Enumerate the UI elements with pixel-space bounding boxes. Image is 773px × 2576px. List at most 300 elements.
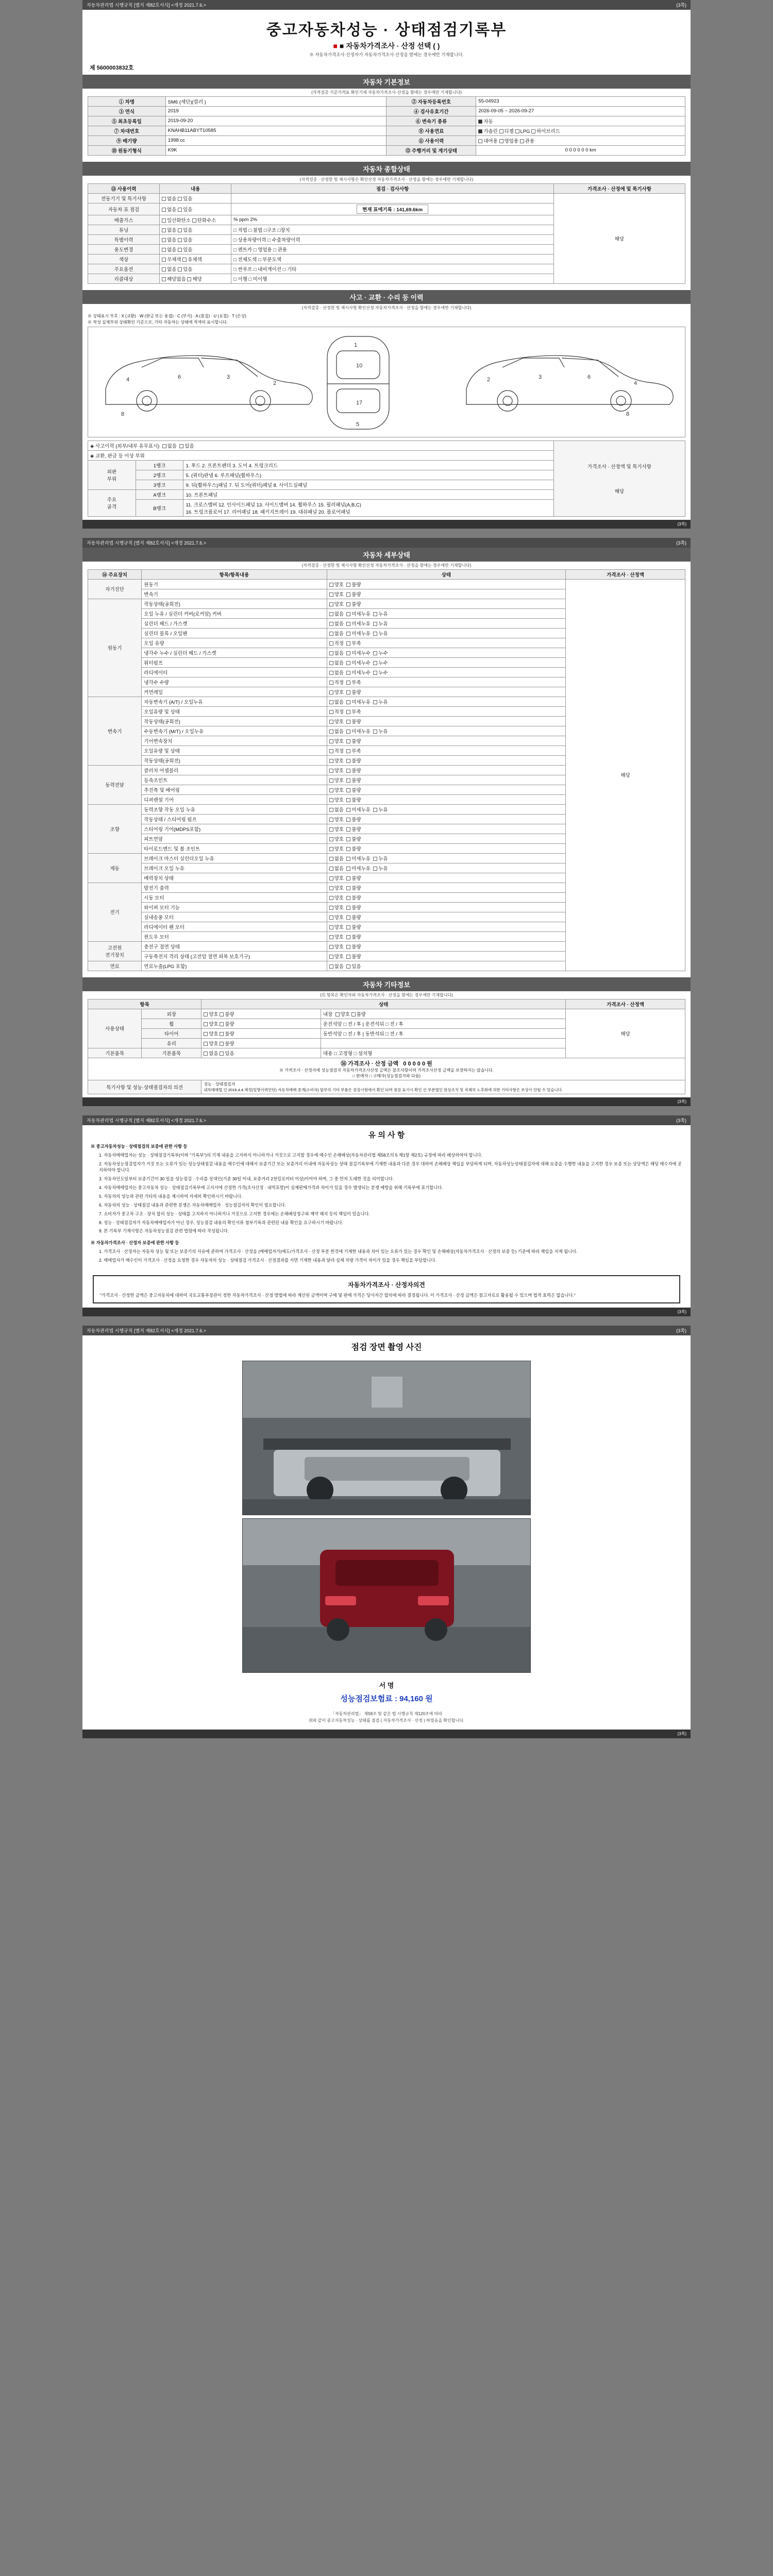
row-detail-basic: 대용 □ 고정형 □ 설치형	[321, 1048, 565, 1058]
notice-item-2: 1. 가격조사 · 산정자는 자동차 성능 및 또는 보증기의 사유에 준하여 가격조사 · 산정을 (매매업자가)매도/가격조사 · 산정 부분 한것에 기재한 내용과 차이 있는 오류가 있는 경우 확인 및 손해배상(자동차가격조사 · 산정의 보증 등) 기준에 따라 책임을 지게 됩니다.	[99, 1249, 578, 1255]
checkbox-불량[interactable]	[346, 778, 350, 783]
rank-parts: 1. 후드 2. 프론트펜더 3. 도어 4. 트렁크리드	[183, 460, 554, 470]
checkbox-불량[interactable]	[346, 788, 350, 792]
checkbox-불량[interactable]	[346, 769, 350, 773]
checkbox-achromatic[interactable]	[162, 258, 166, 262]
row-opts-color: 무채색 유채색	[160, 254, 231, 264]
accident-legend-1: ※ 상태표시 부호 : X (교환) · W (판금 또는 용접) · C (부식) · A (흠집) · U (요철) · T (손상)	[88, 313, 246, 318]
overall-state-table	[88, 183, 685, 284]
checkbox-미세누유[interactable]	[346, 622, 350, 626]
page-3	[82, 1115, 691, 1316]
row-detail-options: □ 썬루프 □ 내비게이션 □ 기타	[231, 264, 554, 274]
detail-item-state: 없음 미세누수 누수	[327, 648, 566, 657]
checkbox-적정[interactable]	[329, 710, 333, 714]
section-other-subtitle: (⑮ 항목은 확인자와 자동차가격조사 · 산정을 함에는 경우에만 기재합니다)	[82, 991, 691, 999]
row-detail-glass	[321, 1038, 565, 1048]
checkbox-불량[interactable]	[346, 876, 350, 880]
page-number-top-3: (3쪽)	[676, 1117, 686, 1123]
notice-item: 4. 자동차매매업자는 중고자동차 성능 · 상태점검기록부에 고지서에 산정한 가격(조사산정 · 내역포함)이 실제판매가격과 차이가 있을 경우 발생되는 분쟁 예방을 위해 기록부에 표기합니다.	[99, 1185, 443, 1191]
detail-item-label: 스티어링 기어(MDPS포함)	[142, 824, 327, 834]
checkbox-누유[interactable]	[373, 612, 377, 616]
checkbox-양호[interactable]	[329, 592, 333, 597]
total-price-value: 0 0 0 0 0 원	[403, 1060, 432, 1067]
checkbox-불량[interactable]	[346, 916, 350, 920]
checkbox-양호[interactable]	[329, 935, 333, 939]
checkbox-불량[interactable]	[346, 847, 350, 851]
table-row	[88, 579, 685, 589]
checkbox-co[interactable]	[162, 218, 166, 223]
checkbox-fuel-gasoline[interactable]	[478, 129, 482, 133]
table-row	[88, 116, 685, 126]
checkbox-none[interactable]	[162, 267, 166, 272]
checkbox-부족[interactable]	[346, 641, 350, 646]
checkbox-양호[interactable]	[329, 788, 333, 792]
checkbox-양호[interactable]	[329, 896, 333, 900]
checkbox-yes[interactable]	[178, 197, 182, 201]
checkbox-양호[interactable]	[329, 798, 333, 802]
col-content: 내용	[160, 183, 231, 193]
page-1	[82, 0, 691, 529]
checkbox-accident-none[interactable]	[162, 444, 166, 448]
checkbox-yes[interactable]	[178, 228, 182, 232]
footnote-line-2: 위와 같이 중고자동차성능 · 상태를 점검 ( 자동차가격조사 · 산정 ) 하였음을 확인합니다.	[308, 1718, 465, 1723]
label-transmission: ⑥ 변속기 종류	[386, 116, 476, 126]
checkbox-적정[interactable]	[329, 641, 333, 646]
row-label-special-history: 특별이력	[88, 234, 160, 244]
checkbox-양호[interactable]	[329, 827, 333, 832]
checkbox-yes[interactable]	[178, 238, 182, 242]
checkbox-없음[interactable]	[329, 700, 333, 704]
value-fuel	[476, 126, 685, 135]
checkbox-양호[interactable]	[329, 886, 333, 890]
table-row	[88, 96, 685, 106]
checkbox-없음[interactable]	[329, 671, 333, 675]
checkbox-fuel-hybrid[interactable]	[531, 129, 535, 133]
checkbox-누유[interactable]	[373, 700, 377, 704]
checkbox-none[interactable]	[204, 1052, 208, 1056]
detail-item-state: 양호 불량	[327, 824, 566, 834]
checkbox-bad[interactable]	[220, 1022, 224, 1026]
checkbox-부족[interactable]	[346, 749, 350, 753]
checkbox-누유[interactable]	[373, 857, 377, 861]
detail-item-label: 피트먼암	[142, 834, 327, 843]
checkbox-미세누유[interactable]	[346, 612, 350, 616]
checkbox-hc[interactable]	[192, 218, 196, 223]
section-accident-header: 사고 · 교환 · 수리 등 이력	[82, 290, 691, 304]
col-device: ⑭ 주요장치	[88, 569, 142, 579]
special-notes-sub: 성능 · 상태점검자	[204, 1081, 236, 1087]
table-header-row	[88, 569, 685, 579]
page-note: ※ 자동차가격조사·산정자가 자동차가격조사·산정을 함에는 경우에만 기재합니다.	[309, 52, 464, 57]
detail-item-label: 자동변속기 (A/T) / 오일누유	[142, 697, 327, 706]
checkbox-bad[interactable]	[220, 1012, 224, 1016]
group-제동: 제동	[88, 853, 142, 883]
checkbox-transmission-auto[interactable]	[478, 120, 482, 124]
checkbox-fuel-diesel[interactable]	[499, 129, 503, 133]
checkbox-불량[interactable]	[346, 798, 350, 802]
value-plate: 55-04923	[476, 96, 685, 106]
detail-item-label: 라디에이터 팬 모터	[142, 922, 327, 931]
row-label-color: 색상	[88, 254, 160, 264]
label-displacement: ⑨ 배기량	[88, 135, 166, 145]
checkbox-none[interactable]	[162, 197, 166, 201]
checkbox-양호[interactable]	[329, 583, 333, 587]
detail-item-label: 작동상태(공회전)	[142, 599, 327, 608]
detail-item-state: 없음 미세누유 누유	[327, 608, 566, 618]
detail-item-state: 양호 불량	[327, 873, 566, 883]
value-vin: KNAHB11ABYT10585	[165, 126, 386, 135]
detail-item-label: 오일유량 및 상태	[142, 745, 327, 755]
page-number-top: (3쪽)	[676, 3, 686, 8]
detail-item-state: 없음 미세누수 누수	[327, 657, 566, 667]
checkbox-미세누유[interactable]	[346, 808, 350, 812]
total-price-note: ※ 가격조사 · 산정자에 성능점검자 자동차가격조사산정 금액은 참조사항이며 가격조사산정 금액을 보장하지는 않습니다.	[279, 1067, 494, 1073]
notice-item: 9. 본 기록부 기재사항은 자동차성능점검 관련 법령에 따라 작성됩니다.	[99, 1228, 229, 1234]
document-number: 제 5600003832호	[90, 64, 134, 71]
detail-item-state: 양호 불량	[327, 736, 566, 745]
checkbox-양호[interactable]	[329, 759, 333, 763]
checkbox-없음[interactable]	[329, 857, 333, 861]
checkbox-양호[interactable]	[329, 876, 333, 880]
detail-item-state: 양호 불량	[327, 755, 566, 765]
detail-item-label: 수동변속기 (M/T) / 오일누유	[142, 726, 327, 736]
checkbox-누수[interactable]	[373, 671, 377, 675]
checkbox-불량[interactable]	[346, 925, 350, 929]
page-4	[82, 1326, 691, 1738]
detail-item-label: 원동기	[142, 579, 327, 589]
table-row	[88, 126, 685, 135]
checkbox-yes[interactable]	[220, 1052, 224, 1056]
checkbox-누유[interactable]	[373, 730, 377, 734]
checkbox-없음[interactable]	[329, 661, 333, 665]
notice-head-2: ※ 자동차가격조사 · 산정자 보증에 관한 사항 등	[91, 1240, 179, 1246]
checkbox-미세누유[interactable]	[346, 730, 350, 734]
checkbox-불량[interactable]	[346, 739, 350, 743]
checkbox-양호[interactable]	[329, 837, 333, 841]
row-detail-tire: 동반석앞 □ 전 / 후 | 동반석뒤 □ 전 / 후	[321, 1028, 565, 1038]
detail-item-label: 오일 누유 / 실린더 커버(로커암) 커버	[142, 608, 327, 618]
checkbox-양호[interactable]	[329, 690, 333, 694]
group-usage-state: 사용상태	[88, 1009, 142, 1048]
notice-item: 8. 성능 · 상태점검자가 자동차매매업자가 아닌 경우, 성능점검 내용의 확인서류 첨부기록과 관련된 내용 확인을 요구하시기 바랍니다.	[99, 1219, 343, 1225]
detail-item-label: 기어변속장치	[142, 736, 327, 745]
value-displacement: 1998 cc	[165, 135, 386, 145]
detail-item-state: 없음 미세누유 누유	[327, 618, 566, 628]
detail-item-state: 없음 있음	[327, 961, 566, 971]
checkbox-yes[interactable]	[178, 267, 182, 272]
label-year: ③ 연식	[88, 106, 166, 116]
row-opts-special-history: 없음 있음	[160, 234, 231, 244]
checkbox-usage-government[interactable]	[520, 139, 524, 143]
detail-item-label: 커먼레일	[142, 687, 327, 697]
other-note-cell: 해당	[566, 1009, 685, 1058]
checkbox-없음[interactable]	[329, 612, 333, 616]
detail-item-label: 연료누출(LPG 포함)	[142, 961, 327, 971]
checkbox-미세누수[interactable]	[346, 651, 350, 655]
detail-item-label: 오일 유량	[142, 638, 327, 648]
value-transmission-text: 자동	[483, 118, 493, 125]
page-subtitle: ■ ■ 자동차가격조사 · 산정 선택 ( )	[333, 42, 440, 50]
detail-item-state: 양호 불량	[327, 687, 566, 697]
checkbox-없음[interactable]	[329, 632, 333, 636]
checkbox-불량[interactable]	[346, 583, 350, 587]
svg-text:6: 6	[178, 374, 181, 380]
checkbox-누유[interactable]	[373, 622, 377, 626]
special-notes-label-text: 특기사항 및 성능·상태점검자의 의견	[106, 1084, 183, 1091]
row-detail-tuning: □ 적법 □ 불법 □구조 □장치	[231, 225, 554, 234]
form-reference-2: 자동차관리법 시행규칙 [별지 제82호서식] <개정 2021.7.6.>	[87, 540, 207, 546]
detail-item-state: 없음 미세누유 누유	[327, 628, 566, 638]
accident-note-header	[554, 440, 685, 516]
row-opts-wheel: 양호 불량	[201, 1019, 321, 1028]
checkbox-양호[interactable]	[329, 925, 333, 929]
value-odometer	[476, 145, 685, 155]
detail-item-state: 양호 불량	[327, 716, 566, 726]
checkbox-good[interactable]	[204, 1032, 208, 1036]
checkbox-yes[interactable]	[178, 208, 182, 212]
checkbox-불량[interactable]	[346, 720, 350, 724]
detail-item-label: 시동 모터	[142, 892, 327, 902]
checkbox-양호[interactable]	[329, 945, 333, 949]
repair-parts-label: ◈ 교환, 판금 등 이상 부위	[88, 450, 554, 460]
row-opts-exterior: 양호 불량	[201, 1009, 321, 1019]
page-number-top-2: (3쪽)	[676, 540, 686, 546]
group-조향: 조향	[88, 804, 142, 853]
detail-item-state: 양호 불량	[327, 794, 566, 804]
section-overall-subtitle: (자격검증 · 산정한 및 제시사항은 확인산정 자동차가격조사 · 산정을 함에는 경우에만 기재합니다)	[82, 176, 691, 183]
checkbox-없음[interactable]	[329, 867, 333, 871]
checkbox-미세누유[interactable]	[346, 857, 350, 861]
checkbox-good[interactable]	[335, 1012, 340, 1016]
group-동력전달: 동력전달	[88, 765, 142, 804]
checkbox-불량[interactable]	[346, 906, 350, 910]
checkbox-불량[interactable]	[346, 886, 350, 890]
overall-note-cell: 해당	[554, 193, 685, 283]
checkbox-없음[interactable]	[329, 651, 333, 655]
declaration-text: "가격조사 · 산정한 금액은 중고자동차에 대하여 국토교통부장관이 정한 자동차가격조사 · 산정 방법에 따라 계산된 금액이며 구매 및 판매 가격은 당사자간 합의에 따라 결정됩니다. 이 가격조사 · 산정 금액은 참고자료로 활용될 수 있으며 법적 효력은 없습니다."	[100, 1292, 576, 1298]
col-price: 가격조사 · 산정액	[566, 999, 685, 1009]
accident-history-label: ◈ 사고이력 (외부/내부 유무표시)	[90, 443, 160, 449]
detail-item-state: 적정 부족	[327, 638, 566, 648]
checkbox-bad[interactable]	[351, 1012, 356, 1016]
car-damage-diagram	[88, 327, 685, 437]
checkbox-불량[interactable]	[346, 955, 350, 959]
checkbox-없음[interactable]	[329, 808, 333, 812]
checkbox-fuel-lpg[interactable]	[515, 129, 519, 133]
checkbox-미세누유[interactable]	[346, 700, 350, 704]
row-label-recall: 리콜대상	[88, 274, 160, 283]
detail-item-label: 브레이크 오일 누유	[142, 863, 327, 873]
checkbox-부족[interactable]	[346, 681, 350, 685]
col-item: 항목/항목내용	[142, 569, 327, 579]
detail-item-state: 없음 미세누유 누유	[327, 726, 566, 736]
col-check: 점검 · 검사사항	[231, 183, 554, 193]
checkbox-누수[interactable]	[373, 661, 377, 665]
checkbox-적정[interactable]	[329, 749, 333, 753]
checkbox-양호[interactable]	[329, 916, 333, 920]
accident-note-value: 해당	[614, 488, 625, 495]
checkbox-양호[interactable]	[329, 818, 333, 822]
checkbox-양호[interactable]	[329, 720, 333, 724]
svg-text:4: 4	[126, 376, 130, 383]
checkbox-없음[interactable]	[329, 622, 333, 626]
notice-item: 3. 자동차인도일부터 보증기간이 30 일을 성능점검 · 수리를 상대인(기준 30일 이내, 보증거리 2천킬로미터 이상)이어야 하며, 그 중 먼저 도래한 것을 의미합니다.	[99, 1176, 394, 1182]
checkbox-누유[interactable]	[373, 867, 377, 871]
checkbox-none[interactable]	[162, 228, 166, 232]
declaration-title: 자동차가격조사 · 산정자의견	[348, 1281, 425, 1289]
detail-item-state: 양호 불량	[327, 931, 566, 941]
detail-item-label: 실내송풍 모터	[142, 912, 327, 922]
checkbox-양호[interactable]	[329, 739, 333, 743]
svg-text:1: 1	[354, 342, 358, 348]
checkbox-있음[interactable]	[346, 964, 350, 969]
page-number-top-4: (3쪽)	[676, 1328, 686, 1334]
checkbox-없음[interactable]	[329, 964, 333, 969]
row-opts-basic: 없음 있음	[201, 1048, 321, 1058]
checkbox-불량[interactable]	[346, 602, 350, 606]
total-price-row	[88, 1058, 685, 1080]
label-usage: ⑪ 사용이력	[386, 135, 476, 145]
notice-item: 7. 소비자가 중고차 구조 · 장치 합의 성능 · 상태를 고지하지 아니하거나 거짓으로 고지한 경우에는 손해배상청구와 계약 해지 등의 책임이 있습니다.	[99, 1211, 370, 1216]
detail-item-label: 클러치 어셈블리	[142, 765, 327, 775]
section-detail-header: 자동차 세부상태	[82, 548, 691, 562]
detail-item-label: 동력조향 작동 오일 누유	[142, 804, 327, 814]
label-fuel: ⑧ 사용연료	[386, 126, 476, 135]
checkbox-양호[interactable]	[329, 602, 333, 606]
checkbox-불량[interactable]	[346, 759, 350, 763]
row-opts-glass: 양호 불량	[201, 1038, 321, 1048]
checkbox-chromatic[interactable]	[182, 258, 187, 262]
value-car-name: SM6 (세단)(컬러 )	[165, 96, 386, 106]
checkbox-good[interactable]	[204, 1012, 208, 1016]
group-연료: 연료	[88, 961, 142, 971]
checkbox-불량[interactable]	[346, 896, 350, 900]
svg-text:3: 3	[227, 374, 230, 380]
checkbox-불량[interactable]	[346, 945, 350, 949]
row-label-emission: 배출가스	[88, 215, 160, 225]
checkbox-미세누유[interactable]	[346, 632, 350, 636]
checkbox-불량[interactable]	[346, 837, 350, 841]
checkbox-양호[interactable]	[329, 769, 333, 773]
total-price-label: ⑯ 가격조사 · 산정 금액	[341, 1060, 399, 1067]
col-note: 가격조사 · 산정에 및 특기사항	[554, 183, 685, 193]
detail-item-label: 워터펌프	[142, 657, 327, 667]
row-label-tire: 타이어	[142, 1028, 201, 1038]
signature-label: 서 명	[379, 1682, 394, 1690]
checkbox-none[interactable]	[162, 248, 166, 252]
checkbox-none[interactable]	[162, 238, 166, 242]
table-header-row	[88, 999, 685, 1009]
checkbox-부족[interactable]	[346, 710, 350, 714]
detail-item-label: 배력장치 상태	[142, 873, 327, 883]
checkbox-누유[interactable]	[373, 808, 377, 812]
page-subtitle-text: ■ 자동차가격조사 · 산정 선택 ( )	[339, 42, 440, 50]
detail-item-state: 없음 미세누유 누유	[327, 863, 566, 873]
checkbox-accident-yes[interactable]	[179, 444, 183, 448]
checkbox-없음[interactable]	[329, 730, 333, 734]
fuel-option-2: LPG	[520, 128, 530, 134]
accident-note-label: 가격조사 · 산정액 및 특기사항	[587, 464, 651, 470]
checkbox-good[interactable]	[204, 1042, 208, 1046]
checkbox-bad[interactable]	[220, 1042, 224, 1046]
notice-item: 5. 자동차의 성능과 관련 기타의 내용을 제시하여 자세히 확인하시기 바랍니다.	[99, 1194, 243, 1199]
label-car-name: ① 차명	[88, 96, 166, 106]
detail-item-label: 타이로드엔드 및 볼 조인트	[142, 843, 327, 853]
checkbox-불량[interactable]	[346, 592, 350, 597]
row-detail-transfer	[231, 193, 554, 203]
detail-item-label: 냉각수 수량	[142, 677, 327, 687]
checkbox-usage-rental[interactable]	[478, 139, 482, 143]
row-detail-color: □ 전체도색 □ 부분도색	[231, 254, 554, 264]
rank-parts: 9. 뒤(휠하우스)패널 7. 뒤 도어(쿼터)패널 8. 사이드실패널	[183, 480, 554, 489]
detail-item-state: 없음 미세누유 누유	[327, 697, 566, 706]
svg-text:8: 8	[121, 411, 125, 417]
label-vin: ⑦ 차대번호	[88, 126, 166, 135]
checkbox-양호[interactable]	[329, 778, 333, 783]
svg-text:2: 2	[273, 380, 277, 386]
checkbox-미세누수[interactable]	[346, 671, 350, 675]
checkbox-불량[interactable]	[346, 818, 350, 822]
detail-item-label: 추진축 및 베어링	[142, 785, 327, 794]
svg-text:17: 17	[356, 399, 363, 406]
page-title: 중고자동차성능 · 상태점검기록부	[266, 22, 507, 39]
detail-item-label: 작동상태(공회전)	[142, 716, 327, 726]
checkbox-누수[interactable]	[373, 651, 377, 655]
svg-text:3: 3	[539, 374, 542, 380]
checkbox-none[interactable]	[162, 208, 166, 212]
detail-item-state: 적정 부족	[327, 677, 566, 687]
checkbox-불량[interactable]	[346, 935, 350, 939]
checkbox-미세누수[interactable]	[346, 661, 350, 665]
section-basic-header: 자동차 기본정보	[82, 75, 691, 89]
photo-rear-svg	[243, 1519, 531, 1673]
checkbox-불량[interactable]	[346, 690, 350, 694]
rank-label: A랭크	[136, 489, 183, 499]
group-고전원 전기장치: 고전원 전기장치	[88, 941, 142, 961]
checkbox-양호[interactable]	[329, 955, 333, 959]
checkbox-양호[interactable]	[329, 847, 333, 851]
checkbox-na[interactable]	[162, 277, 166, 281]
detail-item-label: 실린더 헤드 / 가스켓	[142, 618, 327, 628]
checkbox-적정[interactable]	[329, 681, 333, 685]
detail-item-label: 등속조인트	[142, 775, 327, 785]
detail-item-state: 양호 불량	[327, 589, 566, 599]
row-detail-odo-check	[231, 203, 554, 215]
table-row	[88, 1009, 685, 1019]
checkbox-good[interactable]	[204, 1022, 208, 1026]
row-label-transfer: 전동기기 및 특기사항	[88, 193, 160, 203]
detail-item-label: 브레이크 마스터 실린더오일 누유	[142, 853, 327, 863]
checkbox-누유[interactable]	[373, 632, 377, 636]
table-header-row	[88, 183, 685, 193]
checkbox-usage-commercial[interactable]	[499, 139, 503, 143]
checkbox-bad[interactable]	[220, 1032, 224, 1036]
col-state: 상태	[201, 999, 566, 1009]
rank-label: 2랭크	[136, 470, 183, 480]
checkbox-양호[interactable]	[329, 906, 333, 910]
checkbox-불량[interactable]	[346, 827, 350, 832]
section-other-header: 자동차 기타정보	[82, 977, 691, 991]
checkbox-미세누유[interactable]	[346, 867, 350, 871]
label-first-reg: ⑤ 최초등록일	[88, 116, 166, 126]
detail-item-state: 적정 부족	[327, 706, 566, 716]
detail-item-label: 충전구 절연 상태	[142, 941, 327, 951]
group-변속기: 변속기	[88, 697, 142, 765]
detail-item-state: 적정 부족	[327, 745, 566, 755]
group-basic-items: 기본품목	[88, 1048, 142, 1058]
checkbox-yes[interactable]	[178, 248, 182, 252]
checkbox-applicable[interactable]	[187, 277, 191, 281]
